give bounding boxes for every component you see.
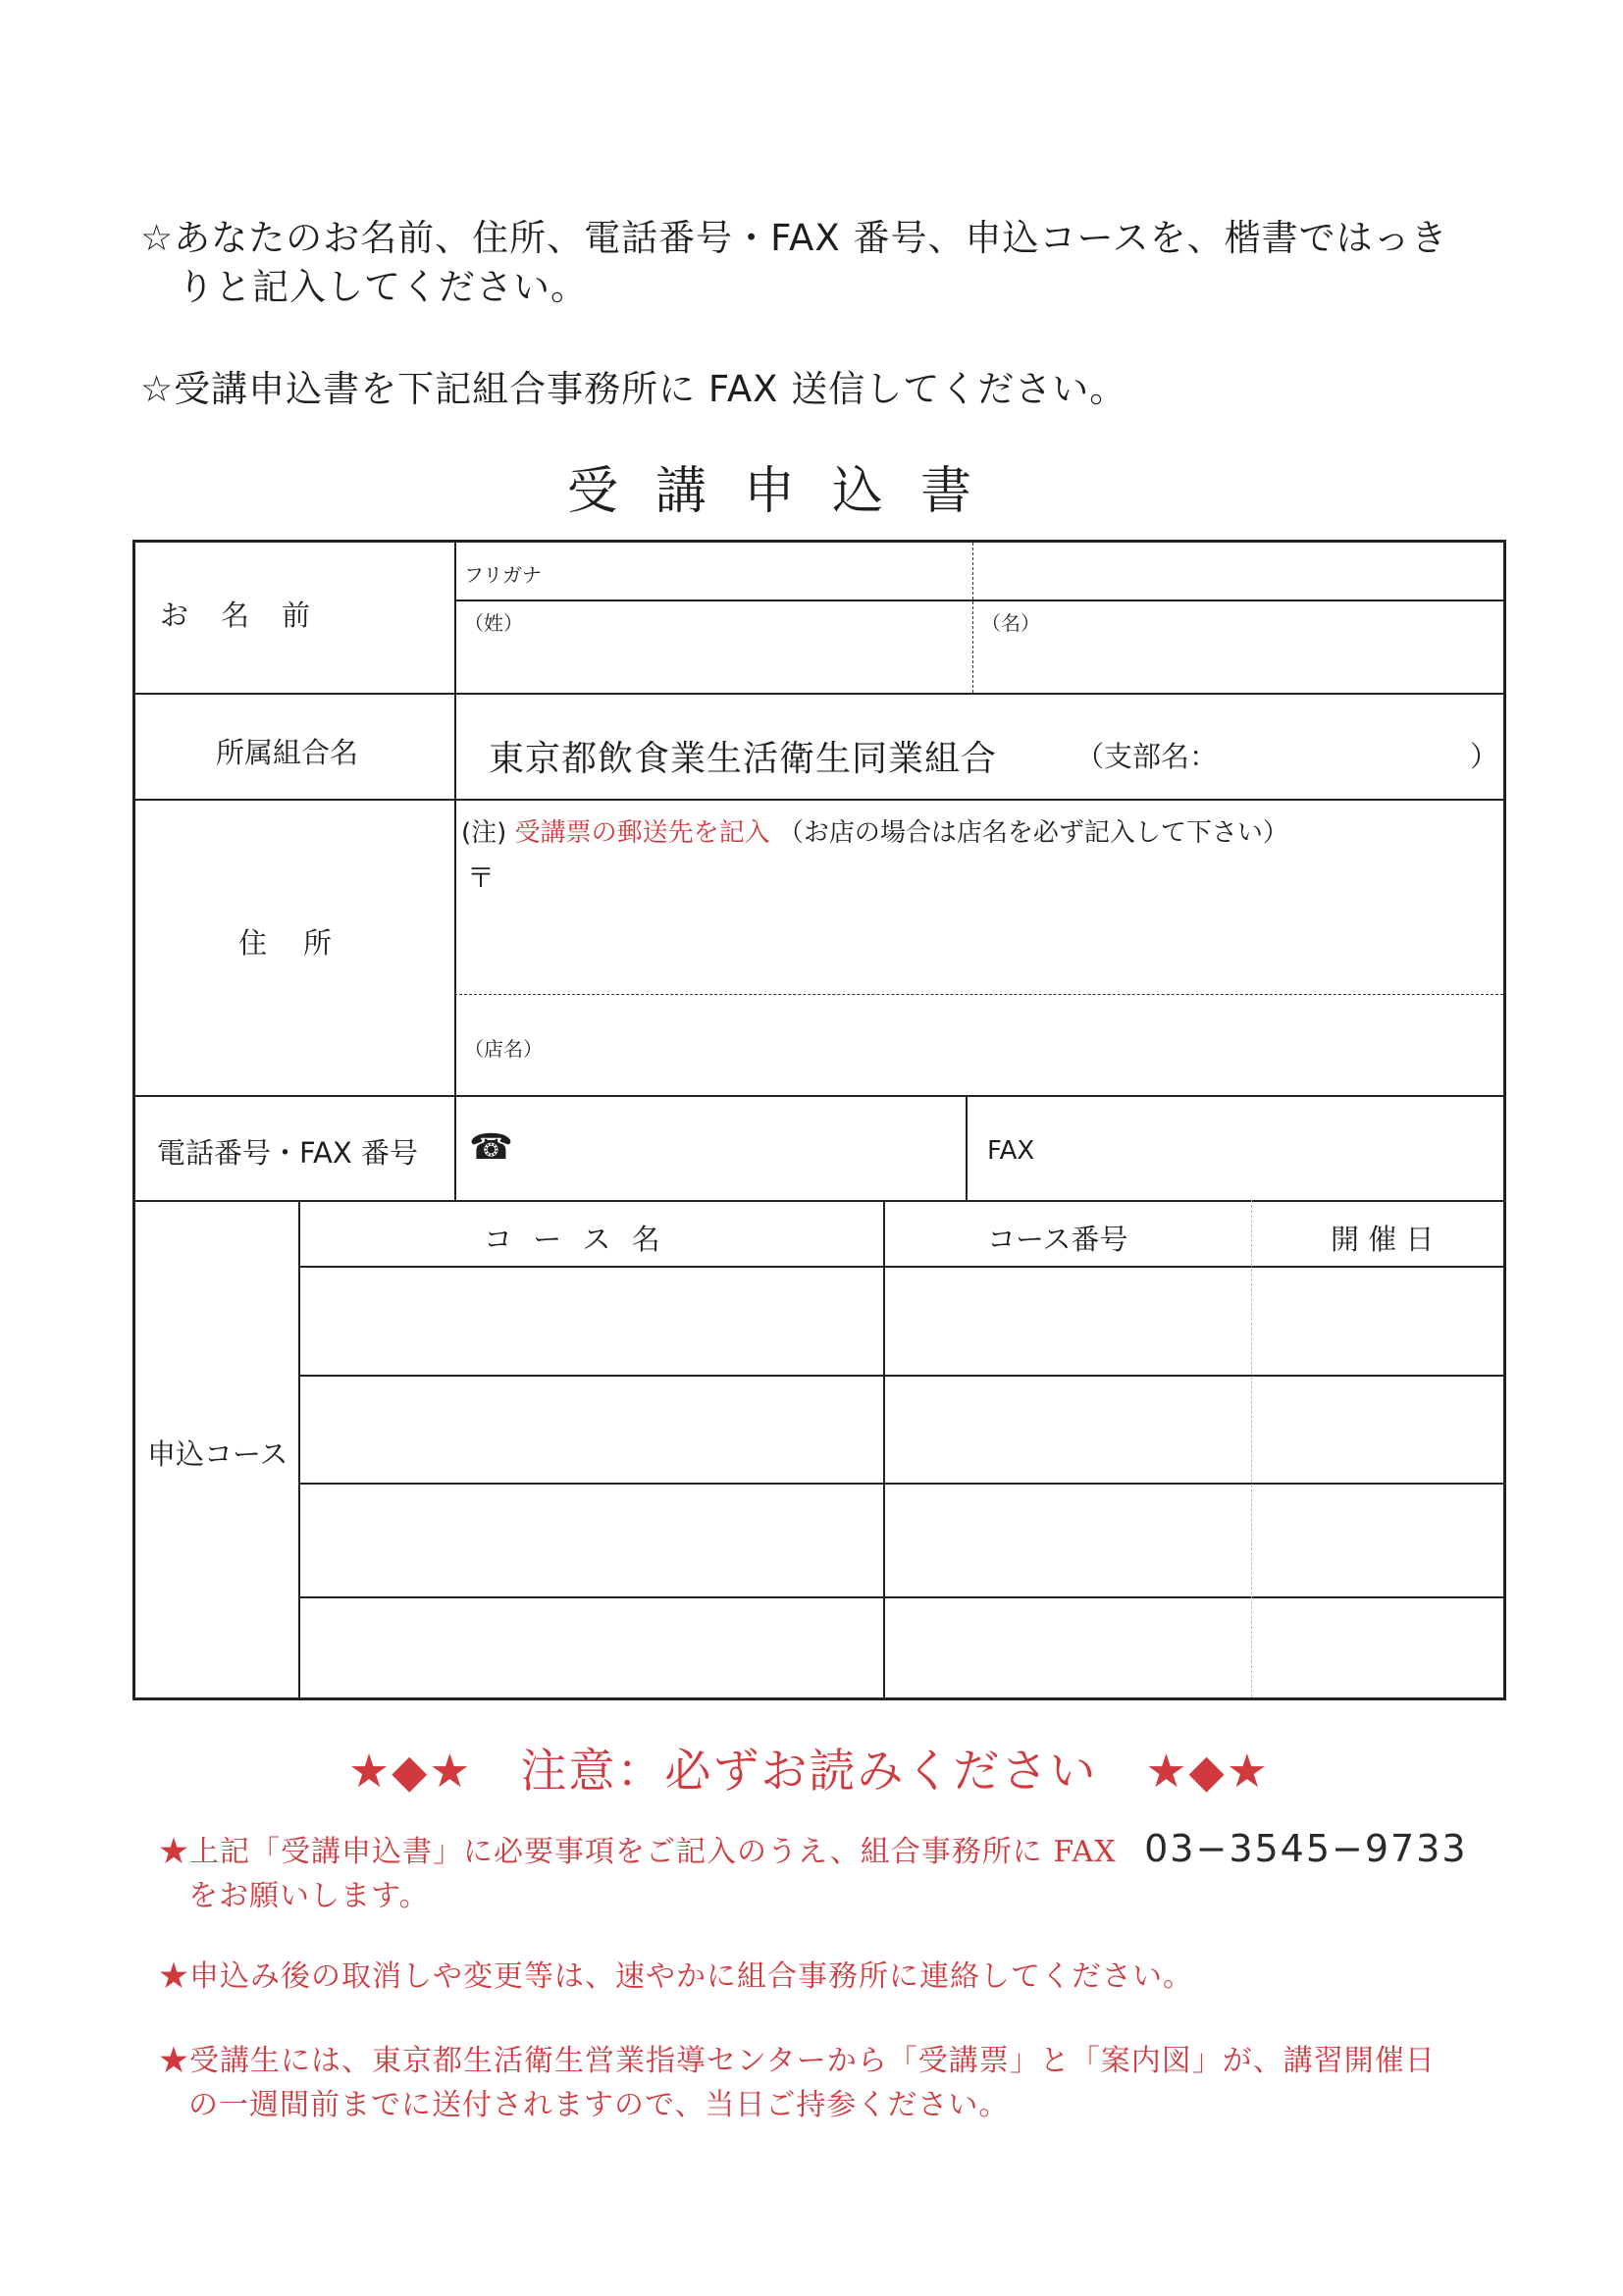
notice-item-1 [159,1827,1513,1918]
course-date-input-3[interactable] [1264,1494,1493,1590]
last-name-input[interactable] [464,636,959,687]
branch-close: ） [1470,740,1499,773]
notice-3-line2: の一週間前までに送付されますので、当日ご持参ください。 [188,2088,1010,2122]
note-rest: （お店の場合は店名を必ず記入して下さい） [777,818,1288,848]
postal-mark: 〒 [467,861,496,894]
address-input[interactable] [503,855,1489,896]
note-red: 受講票の郵送先を記入 [514,818,770,848]
furigana-label: フリガナ [464,563,542,587]
name-label: お 名 前 [160,599,313,632]
instruction-1-line2: りと記入してください。 [178,266,588,308]
note-prefix: (注) [461,818,507,848]
phone-label: 電話番号・FAX 番号 [157,1136,418,1170]
notice-1-line1: ★上記「受講申込書」に必要事項をご記入のうえ、組合事務所に FAX [159,1835,1117,1869]
notice-title: ★◆★ 注意：必ずお読みください ★◆★ [348,1745,1270,1799]
course-name-header: コ ー ス 名 [484,1223,666,1256]
union-name: 東京都飲食業生活衛生同業組合 [489,739,998,779]
date-header: 開 催 日 [1331,1223,1435,1256]
form-title: 受講申込書 [567,462,1010,521]
shop-name-input[interactable] [548,1023,1493,1069]
mei-label: （名） [981,611,1040,635]
telephone-icon: ☎ [469,1127,513,1168]
course-section-label: 申込コース [147,1437,288,1471]
notice-item-2: ★申込み後の取消しや変更等は、速やかに組合事務所に連絡してください。 [159,1959,1193,1994]
fax-label: FAX [987,1136,1035,1166]
course-name-input-3[interactable] [312,1494,875,1590]
instruction-1-line1: ☆あなたのお名前、住所、電話番号・FAX 番号、申込コースを、楷書ではっき [140,217,1448,259]
first-name-input[interactable] [981,636,1495,687]
notice-1-line2: をお願いします。 [188,1879,430,1913]
instruction-2: ☆受講申込書を下記組合事務所に FAX 送信してください。 [140,368,1127,410]
fax-input[interactable] [1058,1127,1493,1173]
phone-input[interactable] [528,1127,954,1173]
course-number-header: コース番号 [987,1223,1128,1256]
union-label: 所属組合名 [216,736,359,769]
fax-number: 03−3545−9733 [1144,1827,1468,1870]
course-name-input-4[interactable] [312,1607,875,1693]
address-label: 住 所 [238,926,337,960]
instruction-1 [140,214,1448,312]
branch-label: （支部名： [1075,740,1219,773]
sei-label: （姓） [464,611,523,635]
shop-label: （店名） [464,1037,543,1061]
notice-item-3 [159,2039,1533,2127]
course-date-input-1[interactable] [1264,1278,1493,1369]
course-date-input-2[interactable] [1264,1386,1493,1477]
address-note [461,812,1288,849]
course-name-input-1[interactable] [312,1278,875,1369]
application-form [132,540,1506,1700]
course-name-input-2[interactable] [312,1386,875,1477]
course-number-input-2[interactable] [896,1386,1243,1477]
course-number-input-1[interactable] [896,1278,1243,1369]
course-number-input-3[interactable] [896,1494,1243,1590]
course-date-input-4[interactable] [1264,1607,1493,1693]
branch-input[interactable] [1225,729,1454,774]
notice-3-line1: ★受講生には、東京都生活衛生営業指導センターから「受講票」と「案内図」が、講習開催日 [159,2044,1436,2078]
course-number-input-4[interactable] [896,1607,1243,1693]
